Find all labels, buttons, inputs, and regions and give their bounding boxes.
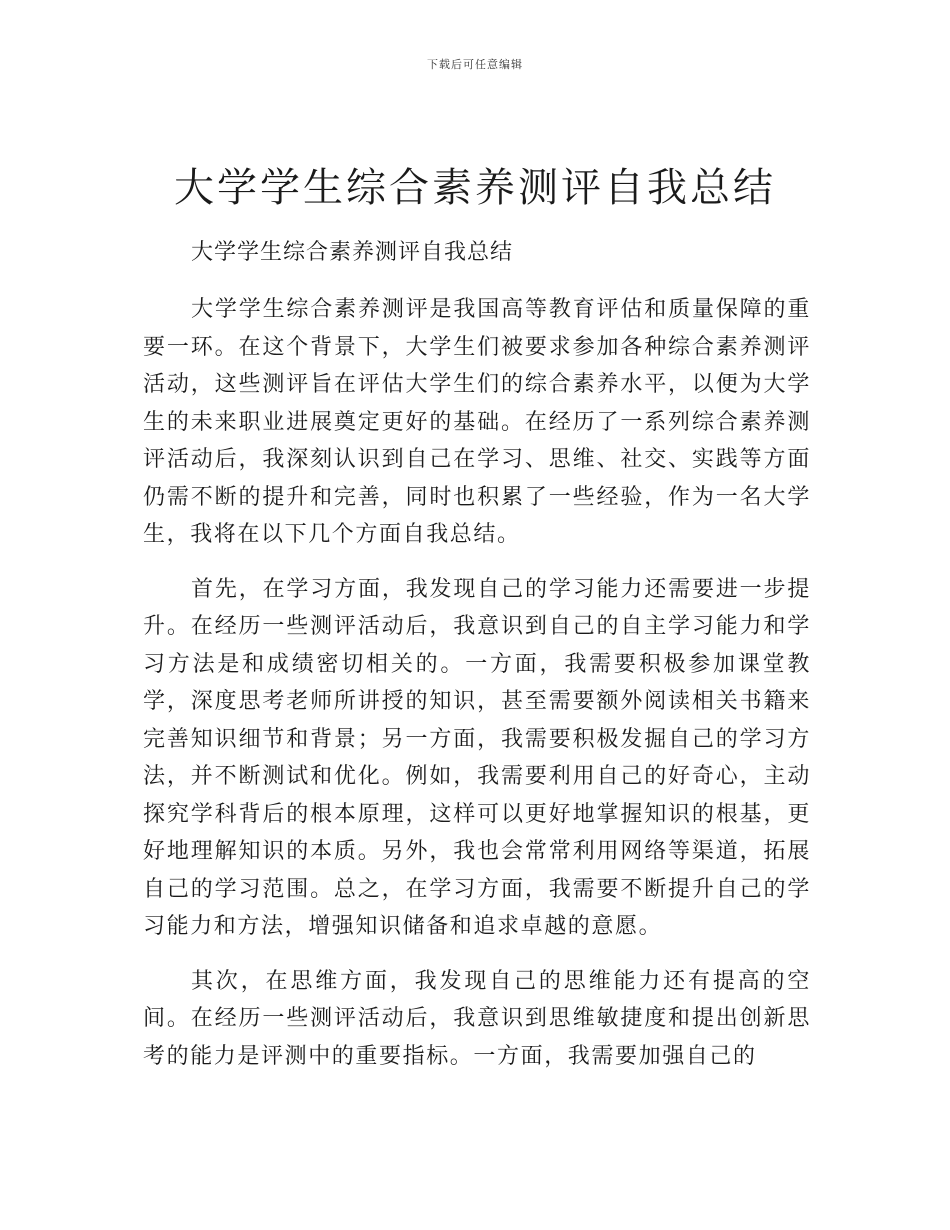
document-subtitle: 大学学生综合素养测评自我总结 (191, 240, 514, 265)
page-header-note: 下载后可任意编辑 (427, 58, 523, 71)
paragraph-thinking: 其次，在思维方面，我发现自己的思维能力还有提高的空间。在经历一些测评活动后，我意识到思维敏捷度和提出创新思考的能力是评测中的重要指标。一方面，我需要加强自己的 (143, 968, 811, 1069)
paragraph-intro: 大学学生综合素养测评是我国高等教育评估和质量保障的重要一环。在这个背景下，大学生们被要求参加各种综合素养测评活动，这些测评旨在评估大学生们的综合素养水平，以便为大学生的未来职业进展奠定更好的基础。在经历了一系列综合素养测评活动后，我深刻认识到自己在学习、思维、社交、实践等方面仍需不断的提升和完善，同时也积累了一些经验，作为一名大学生，我将在以下几个方面自我总结。 (143, 297, 811, 547)
paragraph-learning: 首先，在学习方面，我发现自己的学习能力还需要进一步提升。在经历一些测评活动后，我意识到自己的自主学习能力和学习方法是和成绩密切相关的。一方面，我需要积极参加课堂教学，深度思考老师所讲授的知识，甚至需要额外阅读相关书籍来完善知识细节和背景；另一方面，我需要积极发掘自己的学习方法，并不断测试和优化。例如，我需要利用自己的好奇心，主动探究学科背后的根本原理，这样可以更好地掌握知识的根基，更好地理解知识的本质。另外，我也会常常利用网络等渠道，拓展自己的学习范围。总之，在学习方面，我需要不断提升自己的学习能力和方法，增强知识储备和追求卓越的意愿。 (143, 576, 811, 939)
document-body (143, 233, 811, 1092)
document-title: 大学学生综合素养测评自我总结 (174, 165, 776, 211)
